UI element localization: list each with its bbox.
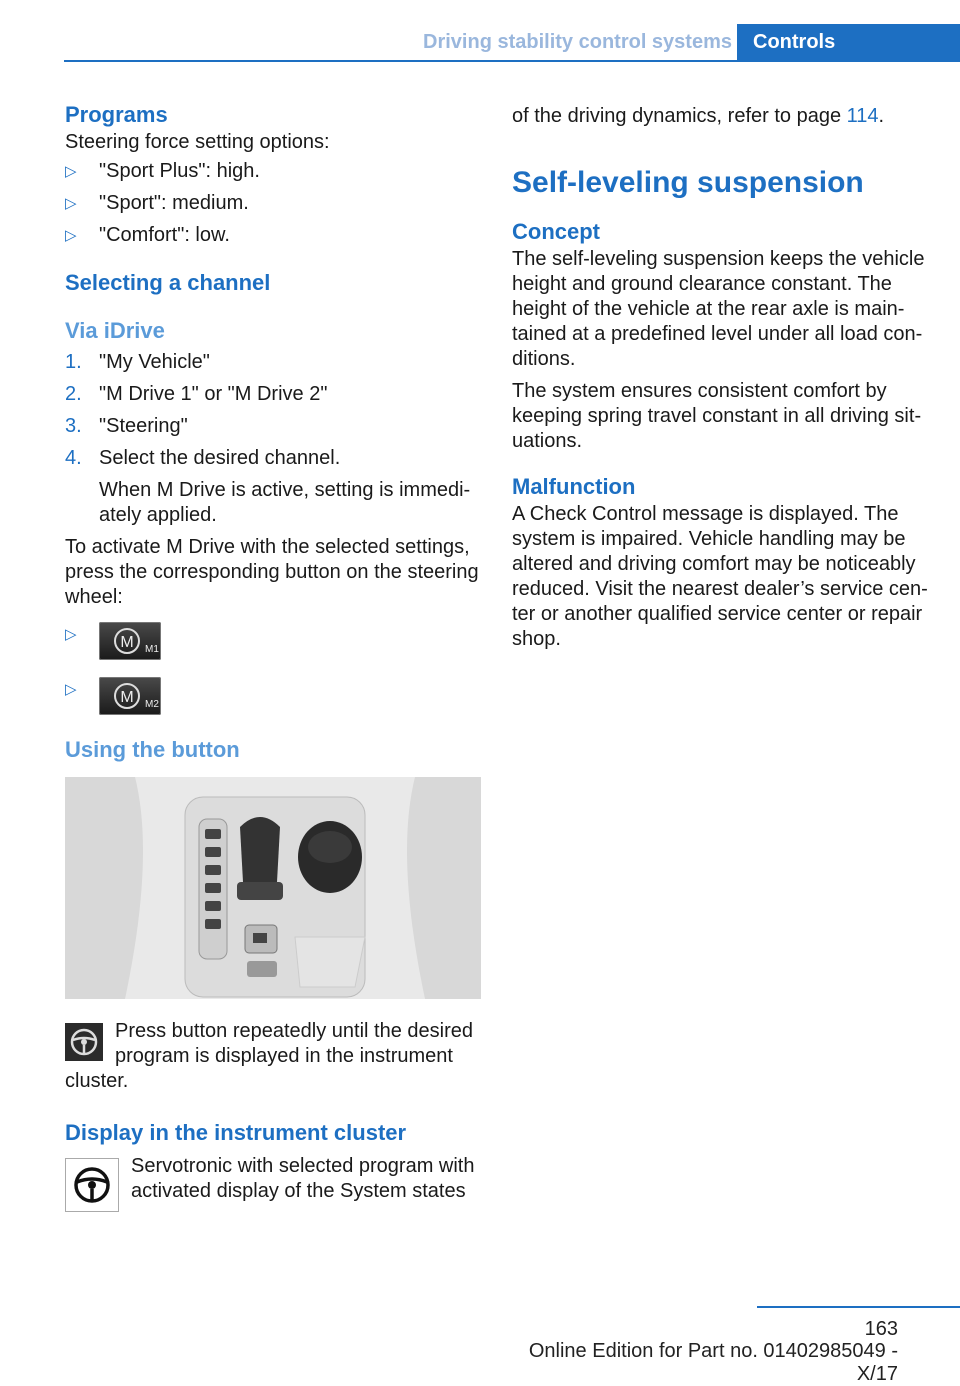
display-paragraph [65,1154,483,1212]
programs-list [65,159,483,248]
triangle-right-icon: ▷ [65,227,77,244]
step-text: "My Vehicle" [99,351,210,373]
concept-paragraph-1: The self-leveling suspension keeps the vehicle height and ground clearance constant. The height of the vehicle at the rear axle is maintained at a predefined level under all load conditions. [512,248,925,370]
header-rule [64,60,960,62]
concept-paragraph-2: The system ensures consistent comfort by keeping spring travel constant in all driving situations. [512,380,922,452]
right-column [512,100,930,652]
malfunction-paragraph: A Check Control message is displayed. The system is impaired. Vehicle handling may be altered and driving comfort may be noticeably reduced. Visit the nearest dealer’s service center or another qualified service center or repair shop. [512,503,928,650]
list-item [65,191,483,216]
malfunction-heading: Malfunction [512,474,636,499]
step-number: 2. [65,383,82,405]
programs-intro: Steering force setting options: [65,131,330,153]
continuation-text [512,104,930,129]
m2-button-icon [99,677,161,715]
selecting-heading: Selecting a channel [65,270,271,295]
mdrive-buttons-list [65,622,483,725]
self-leveling-heading: Self-leveling suspension [512,166,864,199]
m1-button-icon [99,622,161,660]
programs-heading: Programs [65,102,168,127]
list-item [65,677,483,725]
step-item [65,350,483,375]
step-note: When M Drive is active, setting is immediately applied. [99,479,471,526]
list-item [65,223,483,248]
press-button-text: Press button repeatedly until the desired program is displayed in the instrument cluster. [65,1020,473,1092]
display-text: Servotronic with selected program with activated display of the System states [131,1155,475,1202]
idrive-heading: Via iDrive [65,318,165,343]
list-item-text: "Comfort": low. [99,224,230,246]
triangle-right-icon: ▷ [65,626,77,643]
footer-edition: Online Edition for Part no. 01402985049 - X/17 [528,1340,898,1385]
header-section-title: Driving stability control systems [423,31,732,53]
concept-heading: Concept [512,219,600,244]
step-item [65,382,483,407]
triangle-right-icon: ▷ [65,195,77,212]
list-item [65,622,483,670]
continuation-end: . [878,105,885,127]
svg-text:M: M [120,634,134,651]
left-column [65,100,483,1212]
steering-wheel-icon [65,1023,103,1061]
step-item [65,414,483,439]
step-number: 1. [65,351,82,373]
step-text: "M Drive 1" or "M Drive 2" [99,383,328,405]
page-link[interactable]: 114 [846,105,879,127]
list-item [65,159,483,184]
display-heading: Display in the instrument cluster [65,1120,407,1145]
center-console-image [65,777,481,999]
triangle-right-icon: ▷ [65,681,77,698]
svg-text:M2: M2 [145,699,159,710]
continuation-body: of the driving dynamics, refer to page [512,105,847,127]
step-number: 3. [65,415,82,437]
svg-text:M1: M1 [145,644,159,655]
page-number: 163 [864,1318,898,1340]
svg-text:M: M [120,689,134,706]
activate-text: To activate M Drive with the selected settings, press the corresponding button on the steering wheel: [65,536,479,608]
steps-list [65,350,483,528]
list-item-text: "Sport Plus": high. [99,160,260,182]
steering-wheel-icon [65,1158,119,1212]
step-text: Select the desired channel. [99,447,341,469]
footer-rule [757,1306,960,1308]
step-item [65,446,483,528]
triangle-right-icon: ▷ [65,163,77,180]
list-item-text: "Sport": medium. [99,192,249,214]
step-text: "Steering" [99,415,188,437]
using-button-heading: Using the button [65,737,240,762]
step-number: 4. [65,447,82,469]
press-button-paragraph [65,1019,483,1094]
header-tab-controls[interactable]: Controls [737,24,960,61]
